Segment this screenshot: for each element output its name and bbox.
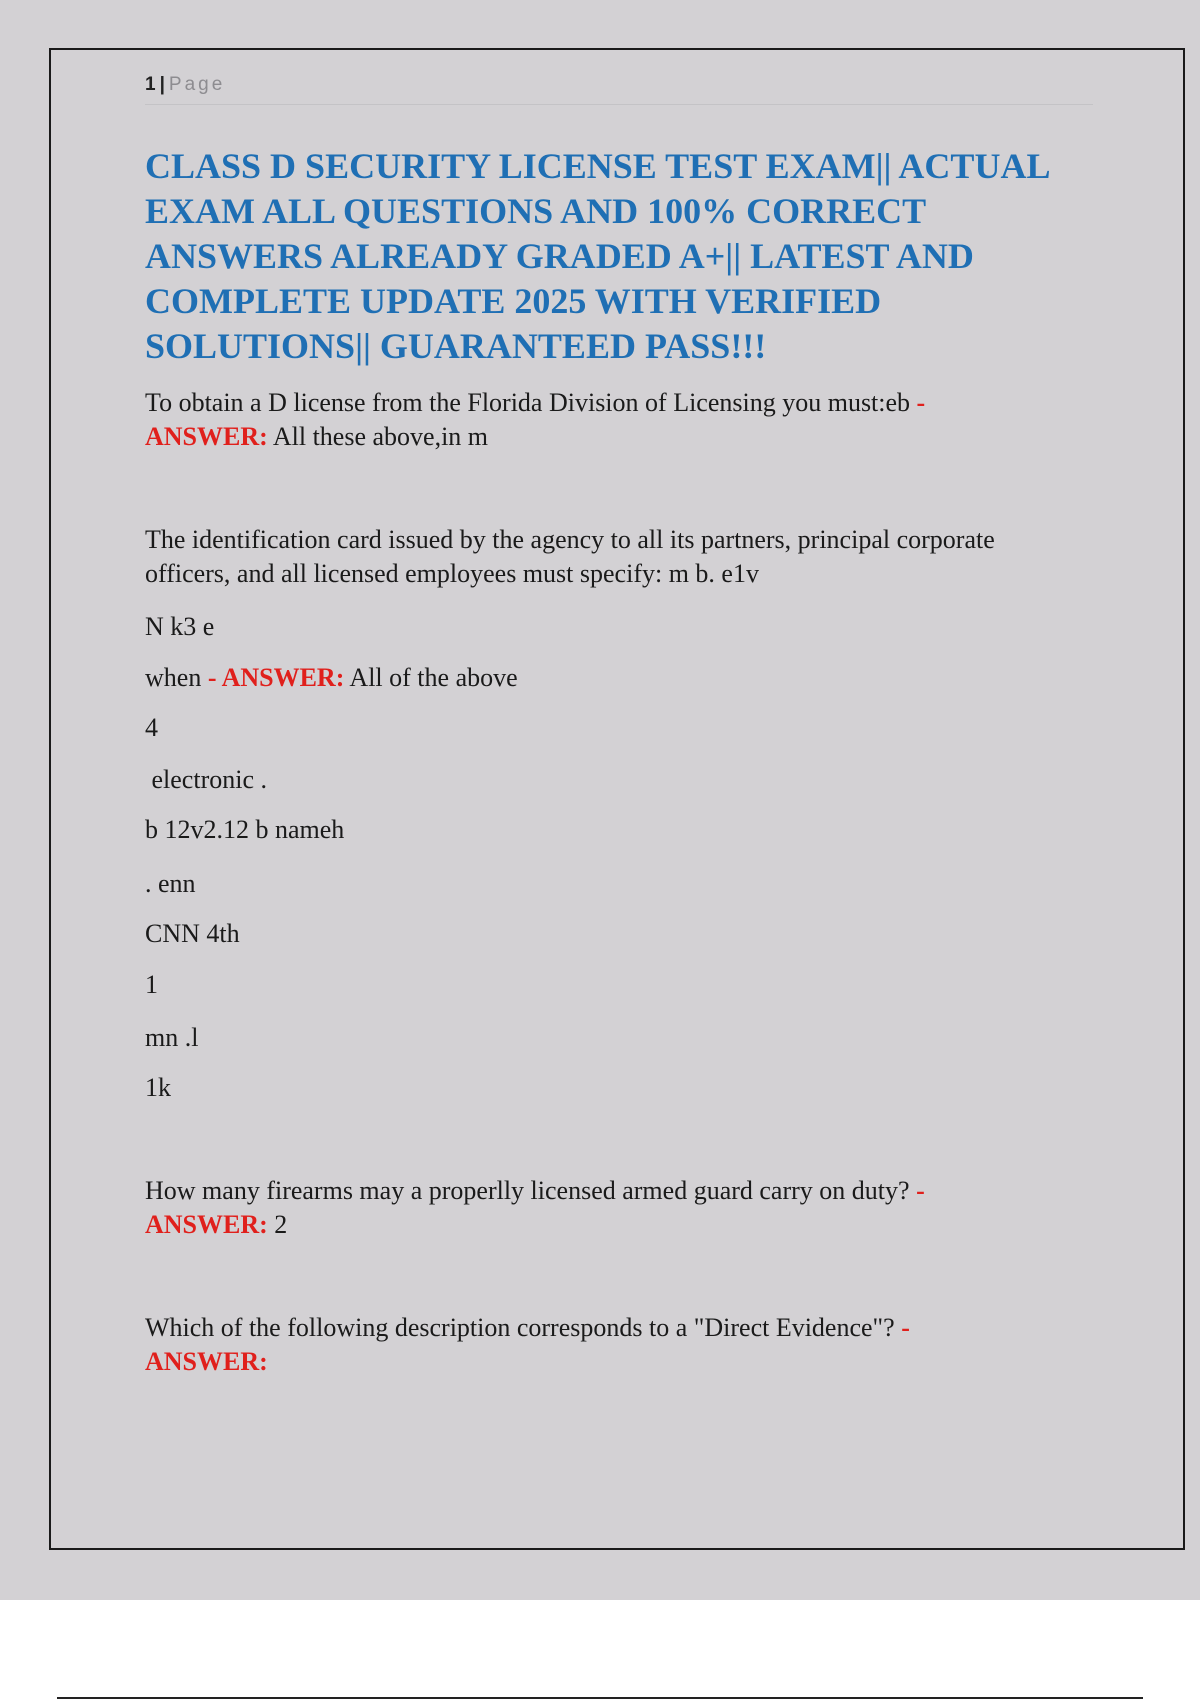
- footer-rule: [57, 1697, 1143, 1699]
- question-3-answer-label: ANSWER:: [145, 1210, 268, 1239]
- question-3-dash: -: [909, 1176, 925, 1205]
- fragment-2-answer: All of the above: [344, 663, 518, 692]
- page-header: [145, 74, 1093, 105]
- question-1-answer: All these above,in m: [267, 422, 489, 451]
- question-1-text: To obtain a D license from the Florida Division of Licensing you must:eb: [145, 388, 911, 417]
- question-1: [145, 386, 1085, 454]
- fragment-10: 1k: [145, 1073, 171, 1102]
- question-1-answer-label: ANSWER:: [145, 422, 268, 451]
- question-2: [145, 523, 1085, 591]
- question-3-answer: 2: [267, 1210, 288, 1239]
- fragment-2-answer-label: ANSWER:: [221, 663, 345, 692]
- question-1-dash: -: [910, 388, 926, 417]
- question-4-text: Which of the following description corresponds to a "Direct Evidence"?: [145, 1313, 895, 1342]
- fragment-2-prefix: when: [145, 663, 202, 692]
- fragment-4: electronic .: [145, 765, 267, 794]
- question-2-text: The identification card issued by the agency to all its partners, principal corporate officers, and all licensed employees must specify: m b. e1v: [145, 525, 995, 588]
- question-4-answer-label: ANSWER:: [145, 1347, 268, 1376]
- fragment-3: 4: [145, 713, 158, 742]
- question-3-text: How many firearms may a properlly licensed armed guard carry on duty?: [145, 1176, 910, 1205]
- page-word: Page: [168, 74, 226, 95]
- page-separator: |: [159, 74, 165, 95]
- fragment-8: 1: [145, 970, 158, 999]
- fragment-2-dash: -: [201, 663, 222, 692]
- fragment-1: N k3 e: [145, 612, 215, 641]
- question-4-dash: -: [894, 1313, 910, 1342]
- page-number: 1: [145, 74, 156, 95]
- fragment-5: b 12v2.12 b nameh: [145, 815, 345, 844]
- document-title: CLASS D SECURITY LICENSE TEST EXAM|| ACTUAL EXAM ALL QUESTIONS AND 100% CORRECT ANSWERS ALREADY GRADED A+|| LATEST AND COMPLETE UPDATE 2025 WITH VERIFIED SOLUTIONS|| GUARANTEED PASS!!!: [145, 146, 1049, 366]
- fragment-6: . enn: [145, 869, 196, 898]
- fragment-2: [145, 661, 1085, 695]
- fragment-7: CNN 4th: [145, 919, 240, 948]
- fragment-9: mn .l: [145, 1023, 199, 1052]
- question-3: [145, 1174, 1085, 1242]
- question-4: [145, 1311, 1085, 1379]
